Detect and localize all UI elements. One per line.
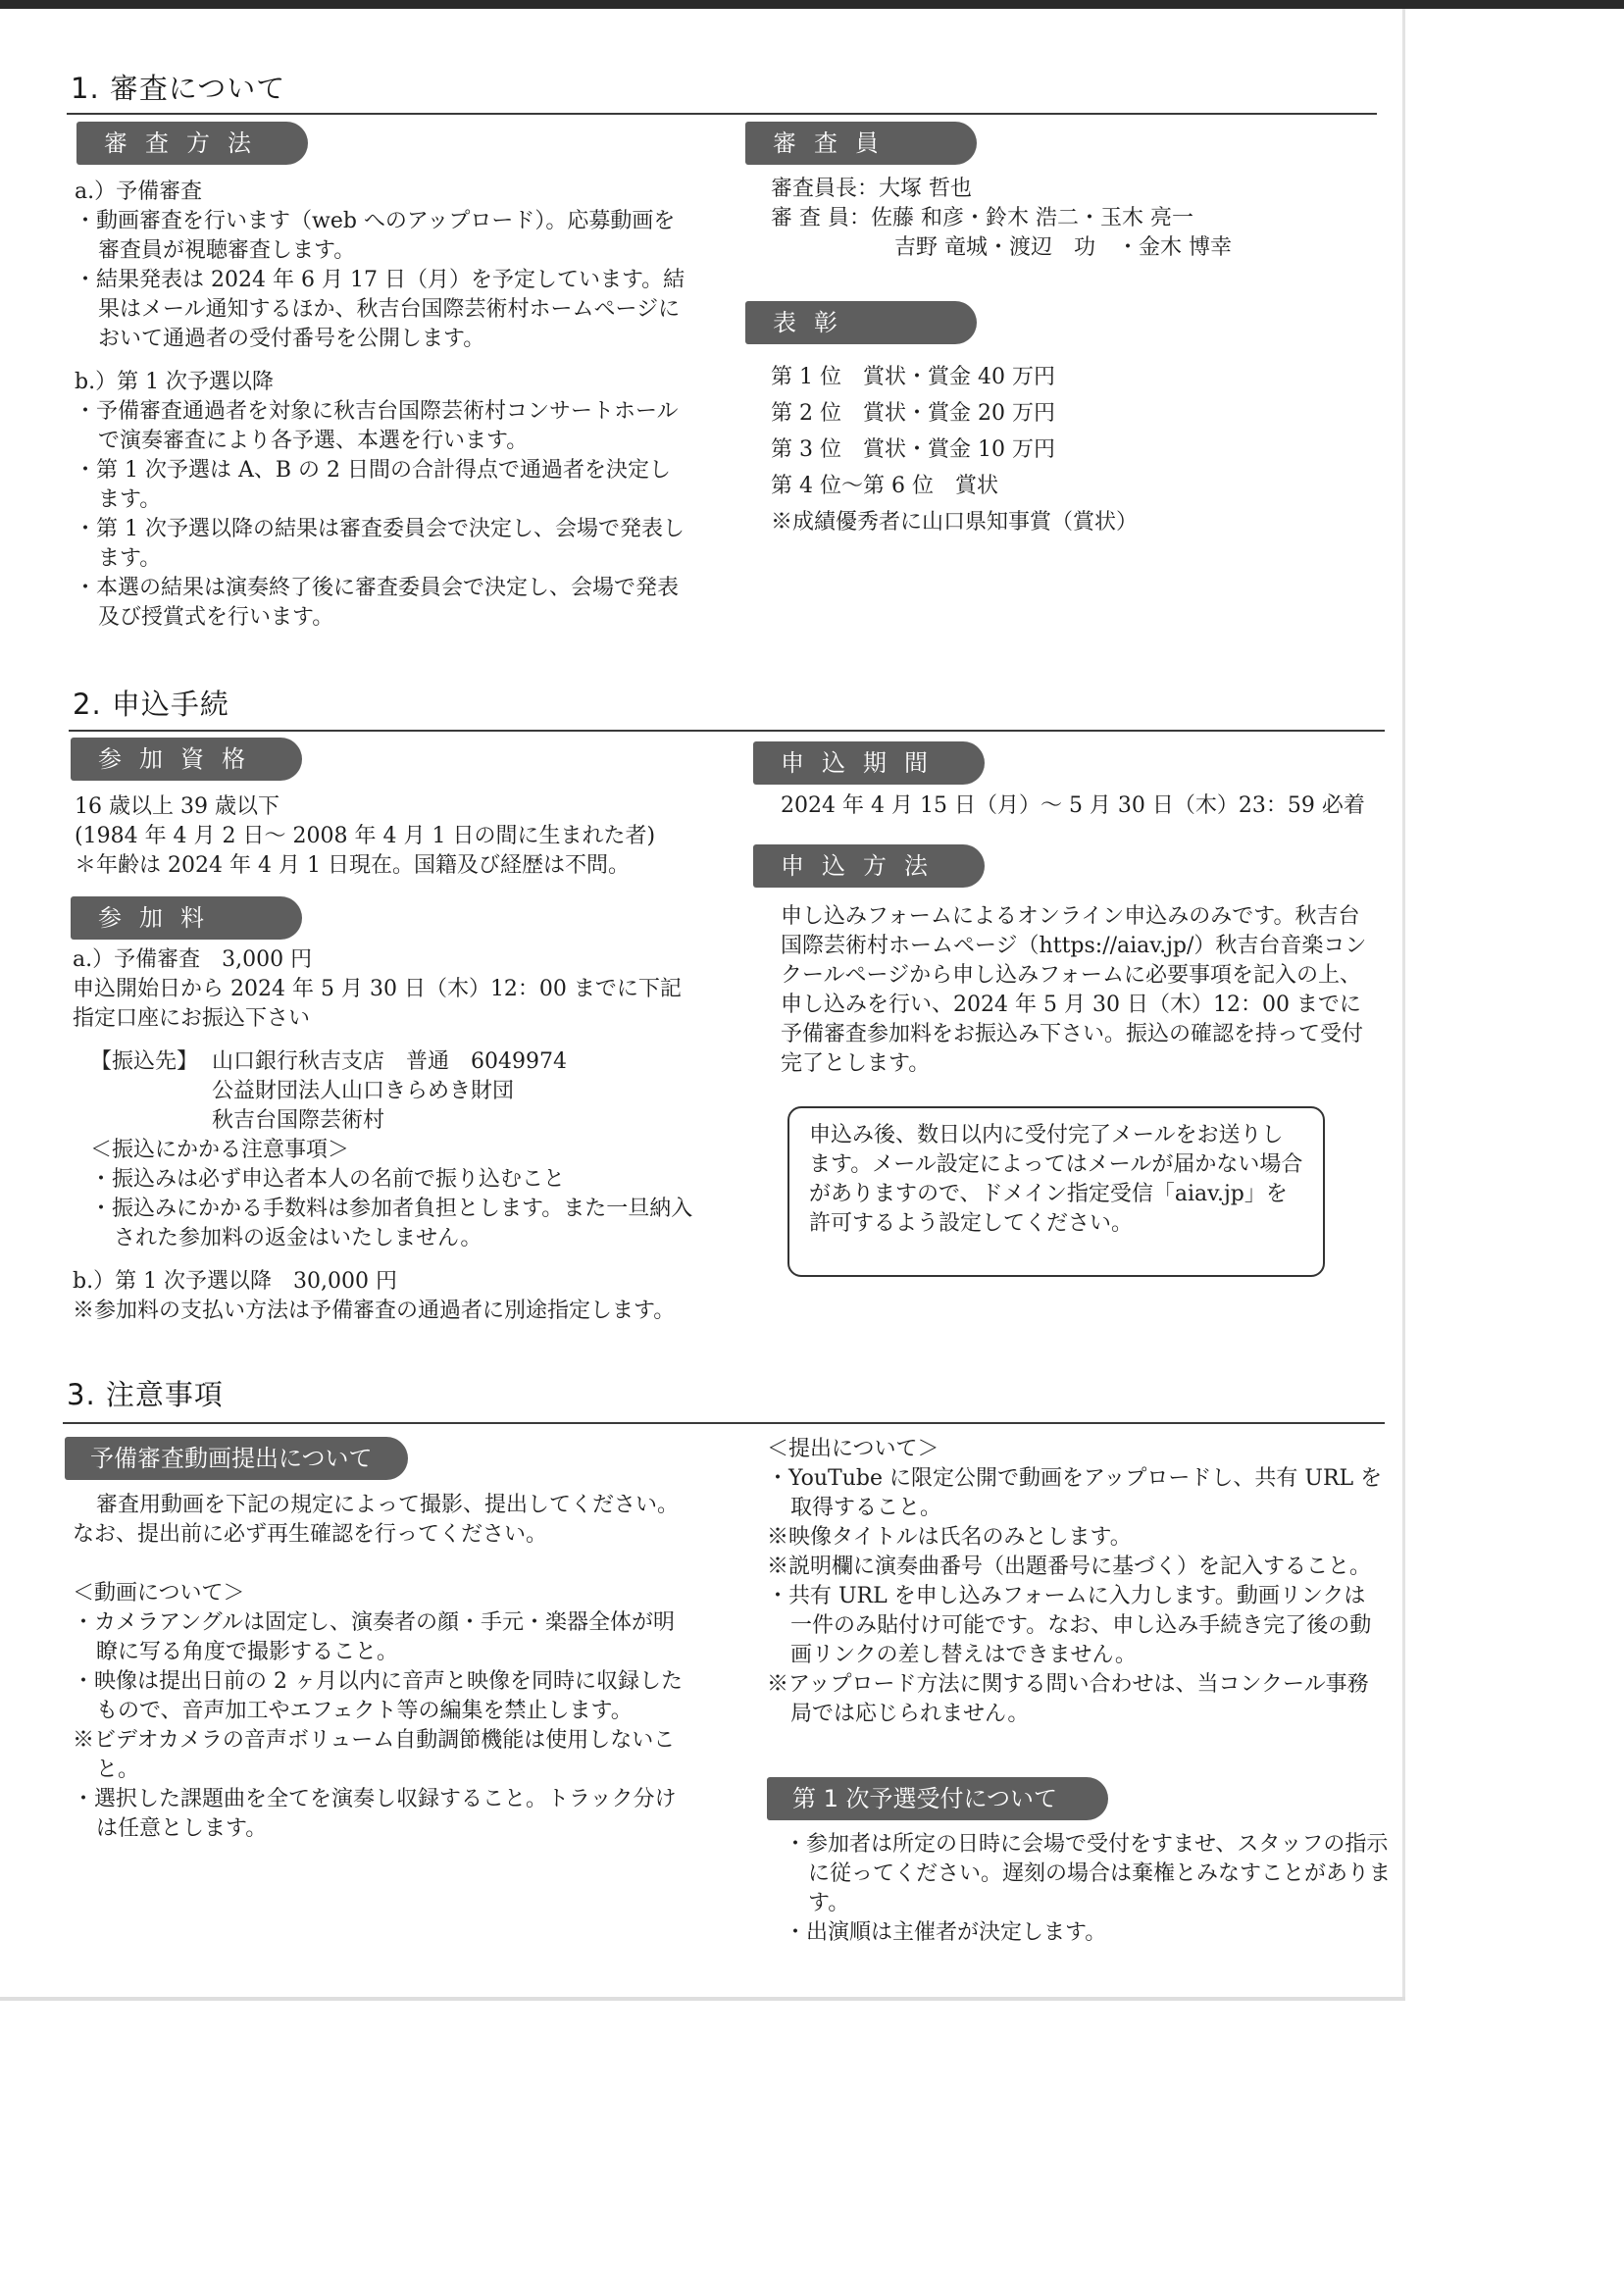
label-judging-method: 審査方法	[76, 122, 308, 165]
label-first-round-reception: 第 1 次予選受付について	[767, 1777, 1108, 1820]
notice-box	[787, 1106, 1325, 1277]
fee-preliminary-text: 申込開始日から 2024 年 5 月 30 日（木）12：00 までに下記指定口座にお振込下さい	[73, 977, 682, 1031]
notice-text: 申込み後、数日以内に受付完了メールをお送りします。メール設定によってはメールが届かない場合がありますので、ドメイン指定受信「aiav.jp」を許可するよう設定してください。	[809, 1123, 1303, 1236]
preliminary-heading: a.）予備審査	[75, 179, 203, 204]
label-judges: 審査員	[745, 122, 977, 165]
transfer-notes-heading: ＜振込にかかる注意事項＞	[90, 1138, 350, 1162]
label-awards: 表彰	[745, 301, 977, 344]
bank-account: 山口銀行秋吉支店 普通 6049974	[212, 1049, 567, 1074]
judges-body	[771, 175, 1320, 263]
label-fee: 参加料	[71, 896, 302, 940]
award-2nd: 第 2 位 賞状・賞金 20 万円	[771, 401, 1055, 426]
reception-list	[785, 1830, 1393, 1948]
submission-heading: ＜提出について＞	[767, 1437, 939, 1461]
application-period: 2024 年 4 月 15 日（月）〜 5 月 30 日（木）23：59 必着	[781, 793, 1365, 818]
fee-body	[73, 945, 696, 1326]
section-2-title: 2. 申込手続	[73, 688, 229, 721]
list-item: ・振込みにかかる手数料は参加者負担とします。また一旦納入された参加料の返金はいたしません。	[90, 1197, 693, 1250]
reception-body	[785, 1830, 1393, 1948]
list-item: ・映像は提出日前の 2 ヶ月以内に音声と映像を同時に収録したもので、音声加工やエフェクト等の編集を禁止します。	[73, 1669, 683, 1723]
awards-list	[771, 359, 1320, 540]
list-item: ・カメラアングルは固定し、演奏者の顔・手元・楽器全体が明瞭に写る角度で撮影すること。	[73, 1610, 676, 1664]
list-item: ・選択した課題曲を全てを演奏し収録すること。トラック分けは任意とします。	[73, 1787, 677, 1841]
bank-holder: 公益財団法人山口きらめき財団	[212, 1079, 515, 1103]
section-1-title: 1. 審査について	[71, 72, 286, 105]
video-about-heading: ＜動画について＞	[73, 1581, 245, 1606]
list-item: ・共有 URL を申し込みフォームに入力します。動画リンクは一件のみ貼付け可能です。なお、申し込み手続き完了後の動画リンクの差し替えはできません。	[767, 1584, 1372, 1667]
award-3rd: 第 3 位 賞状・賞金 10 万円	[771, 437, 1055, 462]
application-method-text: 申し込みフォームによるオンライン申込みのみです。秋吉台国際芸術村ホームページ（https://aiav.jp/）秋吉台音楽コンクールページから申し込みフォームに必要事項を記入の上、申し込みを行い、2024 年 5 月 30 日（木）12：00 までに予備審査参加料をお振込み下さい。振込の確認を持って受付完了とします。	[781, 904, 1367, 1076]
submission-list	[767, 1464, 1385, 1729]
eligibility-age: 16 歳以上 39 歳以下	[75, 794, 279, 819]
list-item: ・YouTube に限定公開で動画をアップロードし、共有 URL を取得すること。	[767, 1466, 1383, 1520]
judge-chair: 審査員長：大塚 哲也	[771, 177, 972, 201]
section-1-rule	[67, 113, 1377, 115]
first-round-heading: b.）第 1 次予選以降	[75, 370, 275, 394]
section-3-title: 3. 注意事項	[67, 1378, 224, 1411]
eligibility-birth: (1984 年 4 月 2 日〜 2008 年 4 月 1 日の間に生まれた者)	[75, 824, 656, 848]
list-item: ※説明欄に演奏曲番号（出題番号に基づく）を記入すること。	[767, 1555, 1372, 1579]
list-item: ・本選の結果は演奏終了後に審査委員会で決定し、会場で発表及び授賞式を行います。	[75, 576, 680, 630]
label-video-submission: 予備審査動画提出について	[65, 1437, 408, 1480]
list-item: ※ビデオカメラの音声ボリューム自動調節機能は使用しないこと。	[73, 1728, 676, 1782]
eligibility-body	[75, 792, 702, 881]
submission-body	[767, 1435, 1385, 1729]
bank-holder-sub: 秋吉台国際芸術村	[212, 1108, 385, 1133]
award-1st: 第 1 位 賞状・賞金 40 万円	[771, 365, 1055, 389]
list-item: ・第 1 次予選以降の結果は審査委員会で決定し、会場で発表します。	[75, 517, 685, 571]
bank-info	[90, 1047, 567, 1136]
list-item: ・第 1 次予選は A、B の 2 日間の合計得点で通過者を決定します。	[75, 458, 672, 512]
list-item: ・振込みは必ず申込者本人の名前で振り込むこと	[90, 1167, 566, 1192]
label-application-period: 申込期間	[753, 741, 985, 785]
fee-first-round-heading: b.）第 1 次予選以降 30,000 円	[73, 1269, 398, 1294]
award-governor: ※成績優秀者に山口県知事賞（賞状）	[771, 510, 1139, 535]
eligibility-note: ＊年齢は 2024 年 4 月 1 日現在。国籍及び経歴は不問。	[75, 853, 630, 878]
preliminary-list	[75, 207, 688, 354]
video-rules-list	[73, 1608, 690, 1844]
list-item: ・参加者は所定の日時に会場で受付をすませ、スタッフの指示に従ってください。遅刻の場合は棄権とみなすことがあります。	[785, 1832, 1392, 1915]
fee-preliminary-heading: a.）予備審査 3,000 円	[73, 947, 313, 972]
transfer-notes-list	[90, 1165, 696, 1253]
label-application-method: 申込方法	[753, 844, 985, 888]
bank-key: 【振込先】	[90, 1049, 199, 1074]
fee-first-round-note: ※参加料の支払い方法は予備審査の通過者に別途指定します。	[73, 1299, 676, 1323]
list-item: ・予備審査通過者を対象に秋吉台国際芸術村コンサートホールで演奏審査により各予選、本選を行います。	[75, 399, 679, 453]
label-eligibility: 参加資格	[71, 738, 302, 781]
list-item: ※アップロード方法に関する問い合わせは、当コンクール事務局では応じられません。	[767, 1672, 1369, 1726]
section-3-rule	[63, 1422, 1385, 1424]
judging-method-body	[75, 178, 688, 633]
section-2-rule	[69, 730, 1385, 732]
first-round-list	[75, 397, 688, 633]
list-item: ※映像タイトルは氏名のみとします。	[767, 1525, 1132, 1550]
list-item: ・出演順は主催者が決定します。	[785, 1920, 1107, 1945]
judge-members: 審 査 員：佐藤 和彦・鈴木 浩二・玉木 亮一	[771, 206, 1193, 230]
list-item: ・動画審査を行います（web へのアップロード）。応募動画を審査員が視聴審査します。	[75, 209, 676, 263]
award-4th-6th: 第 4 位〜第 6 位 賞状	[771, 474, 998, 498]
judge-members-cont: 吉野 竜城・渡辺 功 ・金木 博幸	[894, 235, 1232, 260]
list-item: ・結果発表は 2024 年 6 月 17 日（月）を予定しています。結果はメール通知するほか、秋吉台国際芸術村ホームページにおいて通過者の受付番号を公開します。	[75, 268, 685, 351]
video-intro: 審査用動画を下記の規定によって撮影、提出してください。なお、提出前に必ず再生確認を行ってください。	[73, 1493, 680, 1547]
transfer-notes	[73, 1136, 696, 1253]
video-body	[73, 1491, 690, 1844]
